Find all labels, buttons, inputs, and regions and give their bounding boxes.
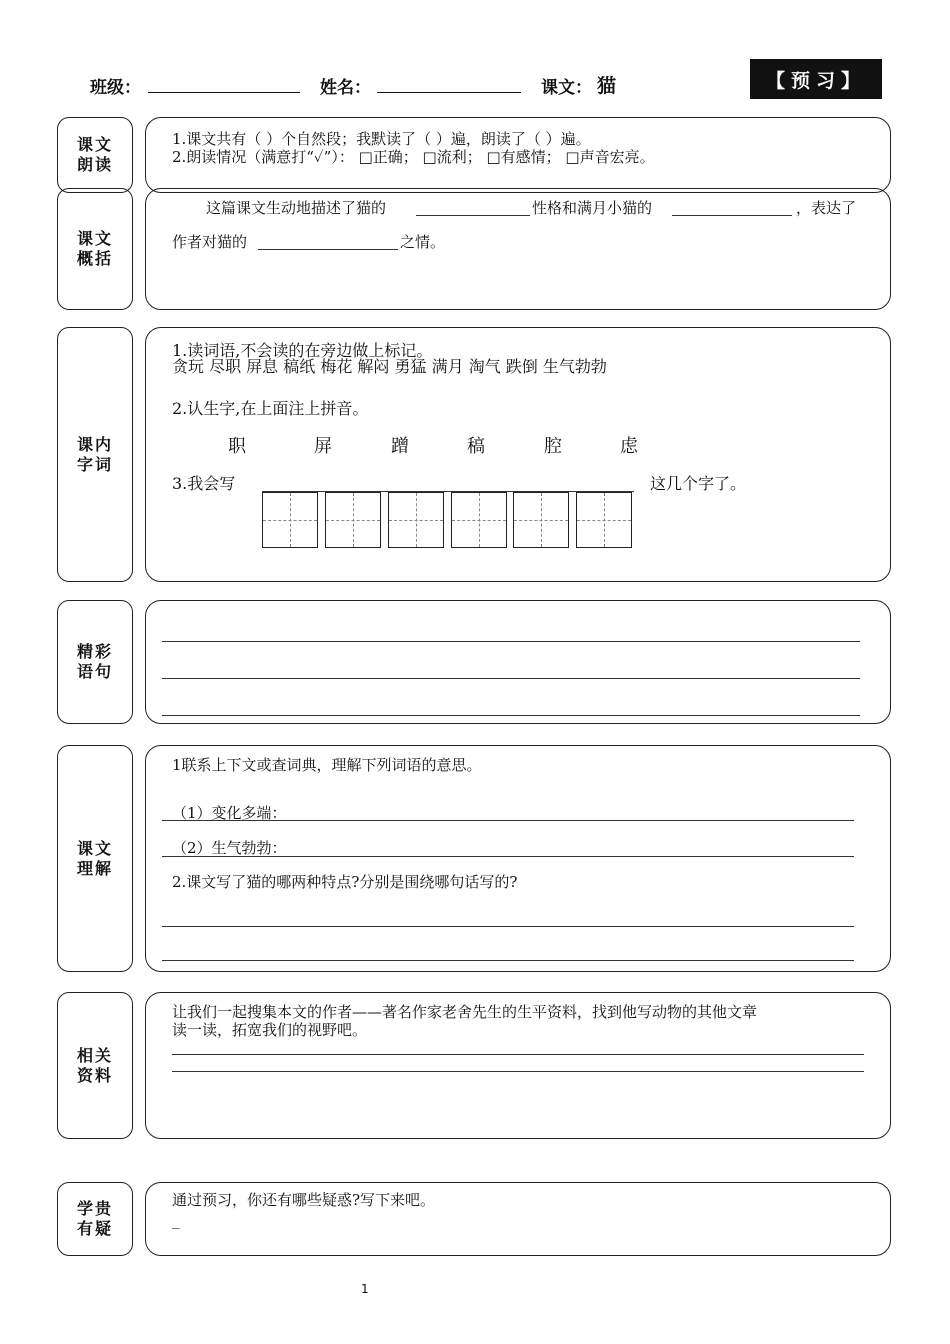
summary-box	[145, 188, 891, 310]
summary-line2-a: 作者对猫的	[172, 233, 248, 251]
char-1: 职	[228, 436, 246, 457]
reading-line2[interactable]: 2.朗读情况（满意打“✓”）： □正确； □流利； □有感情； □声音宏亮。	[172, 148, 655, 166]
word-list: 贪玩 尽职 屏息 稿纸 梅花 解闷 勇猛 满月 淘气 跌倒 生气勃勃	[172, 357, 607, 376]
summary-line1-c: ，表达了	[796, 199, 857, 217]
char-2: 屏	[314, 436, 332, 457]
words-q3-a: 3.我会写	[172, 474, 236, 493]
label-sentences: 精彩语句	[57, 600, 133, 724]
writing-grid-6[interactable]	[576, 492, 632, 548]
char-3: 蹭	[391, 436, 409, 457]
summary-line1-a: 这篇课文生动地描述了猫的	[206, 199, 387, 217]
answer-line[interactable]	[162, 856, 854, 857]
writing-grid-5[interactable]	[513, 492, 569, 548]
char-4: 稿	[467, 436, 485, 457]
summary-blank2[interactable]	[672, 215, 792, 216]
writing-grid-4[interactable]	[451, 492, 507, 548]
lesson-name: 猫	[597, 75, 617, 97]
reading-line1: 1.课文共有（ ）个自然段；我默读了（ ）遍，朗读了（ ）遍。	[172, 130, 591, 148]
materials-line1: 让我们一起搜集本文的作者——著名作家老舍先生的生平资料，找到他写动物的其他文章	[172, 1003, 758, 1021]
materials-box	[145, 992, 891, 1139]
page-number: 1	[361, 1282, 369, 1296]
words-q3-b: 这几个字了。	[650, 474, 747, 493]
summary-line1-b: 性格和满月小猫的	[532, 199, 653, 217]
label-materials: 相关资料	[57, 992, 133, 1139]
summary-blank3[interactable]	[258, 249, 398, 250]
label-questions: 学贵有疑	[57, 1182, 133, 1256]
label-reading: 课文朗读	[57, 117, 133, 193]
answer-line[interactable]	[172, 1054, 864, 1055]
questions-line2[interactable]: _	[172, 1211, 180, 1229]
label-words: 课内字词	[57, 327, 133, 582]
summary-line2-b: 之情。	[400, 233, 446, 251]
label-understanding: 课文理解	[57, 745, 133, 972]
reading-box	[145, 117, 891, 193]
understanding-q1-2: （2）生气勃勃：	[172, 839, 287, 857]
understanding-q2: 2.课文写了猫的哪两种特点?分别是围绕哪句话写的?	[172, 873, 518, 891]
questions-line1: 通过预习，你还有哪些疑惑?写下来吧。	[172, 1191, 436, 1209]
answer-line[interactable]	[162, 926, 854, 927]
questions-box	[145, 1182, 891, 1256]
class-field[interactable]	[148, 92, 300, 93]
understanding-box	[145, 745, 891, 972]
lesson-label: 课文：	[541, 78, 592, 98]
label-summary: 课文概括	[57, 188, 133, 310]
sentences-box	[145, 600, 891, 724]
answer-line[interactable]	[162, 641, 860, 642]
answer-line[interactable]	[162, 715, 860, 716]
name-label: 姓名：	[320, 78, 371, 98]
answer-line[interactable]	[172, 1071, 864, 1072]
answer-line[interactable]	[162, 820, 854, 821]
writing-grid-3[interactable]	[388, 492, 444, 548]
char-5: 腔	[544, 436, 562, 457]
preview-tag: 【预习】	[750, 59, 882, 99]
understanding-q1-1: （1）变化多端：	[172, 804, 287, 822]
writing-grid-1[interactable]	[262, 492, 318, 548]
answer-line[interactable]	[162, 960, 854, 961]
understanding-q1: 1联系上下文或查词典，理解下列词语的意思。	[172, 756, 482, 774]
char-6: 虑	[620, 436, 638, 457]
summary-blank1[interactable]	[416, 215, 530, 216]
materials-line2: 读一读，拓宽我们的视野吧。	[172, 1021, 368, 1039]
name-field[interactable]	[377, 92, 521, 93]
words-q2: 2.认生字,在上面注上拼音。	[172, 399, 369, 418]
writing-grid-2[interactable]	[325, 492, 381, 548]
class-label: 班级：	[90, 78, 141, 98]
words-q1: 1.读词语,不会读的在旁边做上标记。	[172, 341, 433, 360]
answer-line[interactable]	[162, 678, 860, 679]
